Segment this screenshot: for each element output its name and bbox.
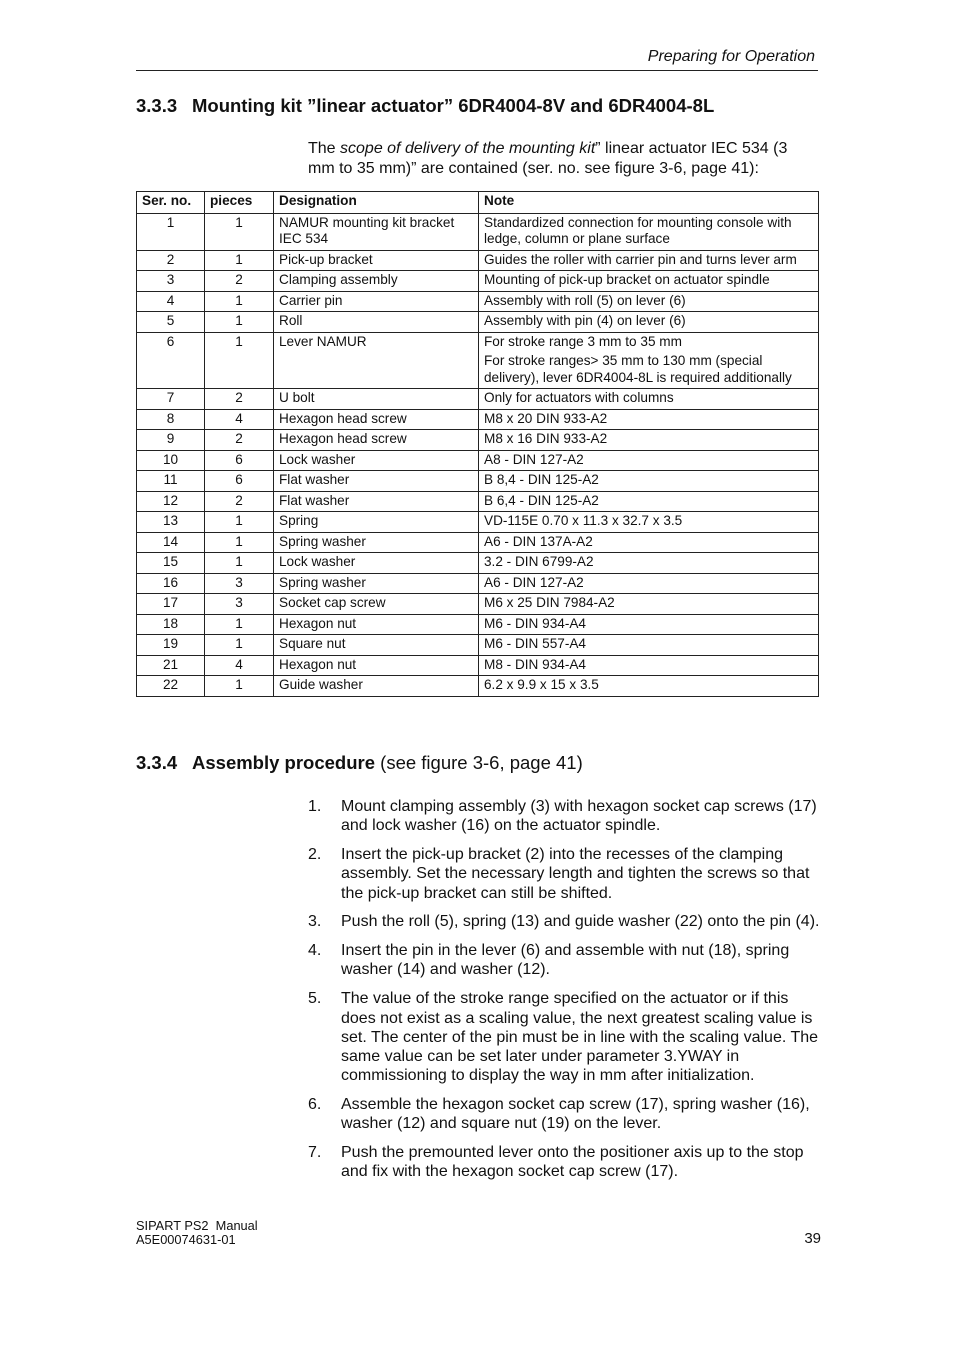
cell-designation: Lock washer <box>274 553 479 574</box>
cell-ser-no: 9 <box>137 430 205 451</box>
cell-note <box>479 450 819 471</box>
step-number: 1. <box>308 798 322 815</box>
cell-pieces: 1 <box>205 614 274 635</box>
note-text: 6.2 x 9.9 x 15 x 3.5 <box>484 677 599 692</box>
cell-ser-no: 17 <box>137 594 205 615</box>
cell-designation: Square nut <box>274 635 479 656</box>
table-row <box>137 312 819 333</box>
table-row <box>137 471 819 492</box>
col-header-designation: Designation <box>274 192 479 214</box>
cell-designation: Spring washer <box>274 573 479 594</box>
note-text: Mounting of pick-up bracket on actuator spindle <box>484 272 770 287</box>
list-item <box>308 989 820 1085</box>
cell-ser-no: 3 <box>137 271 205 292</box>
step-number: 2. <box>308 846 322 864</box>
table-row <box>137 532 819 553</box>
footer-manual-title: SIPART PS2 Manual <box>136 1218 258 1233</box>
cell-ser-no: 13 <box>137 512 205 533</box>
cell-note <box>479 676 819 697</box>
note-text: A6 - DIN 127-A2 <box>484 574 584 590</box>
note-text: 3.2 - DIN 6799-A2 <box>484 554 594 569</box>
section-number: 3.3.4 <box>136 752 178 773</box>
note-text-extra: For stroke ranges> 35 mm to 130 mm (special delivery), lever 6DR4004-8L is required additionally <box>484 353 792 385</box>
table-row <box>137 573 819 594</box>
cell-ser-no: 7 <box>137 389 205 410</box>
cell-ser-no: 18 <box>137 614 205 635</box>
assembly-steps-list <box>308 797 820 1191</box>
note-text: B 6,4 - DIN 125-A2 <box>484 492 599 508</box>
cell-ser-no: 1 <box>137 213 205 250</box>
step-number: 5. <box>308 990 322 1008</box>
note-text: Only for actuators with columns <box>484 390 674 405</box>
mounting-kit-table <box>136 191 819 697</box>
step-text: Insert the pin in the lever (6) and assemble with nut (18), spring washer (14) and washer (12). <box>341 942 790 979</box>
step-text: Push the roll (5), spring (13) and guide washer (22) onto the pin (4). <box>341 913 820 931</box>
step-number: 3. <box>308 913 322 931</box>
cell-designation: Hexagon nut <box>274 614 479 635</box>
table-row <box>137 450 819 471</box>
cell-pieces: 1 <box>205 250 274 271</box>
note-text: For stroke range 3 mm to 35 mm <box>484 333 682 349</box>
cell-pieces: 1 <box>205 676 274 697</box>
cell-ser-no: 5 <box>137 312 205 333</box>
table-row <box>137 614 819 635</box>
col-header-note: Note <box>479 192 819 214</box>
section-number: 3.3.3 <box>136 95 178 116</box>
intro-text-end: ” linear actuator IEC 534 (3 mm to 35 mm)” are contained (ser. no. see figure 3-6, page 41): <box>308 140 788 177</box>
cell-note <box>479 332 819 389</box>
cell-note <box>479 614 819 635</box>
section-title: Mounting kit ”linear actuator” 6DR4004-8V and 6DR4004-8L <box>192 95 715 116</box>
cell-note <box>479 512 819 533</box>
cell-ser-no: 2 <box>137 250 205 271</box>
cell-designation: Guide washer <box>274 676 479 697</box>
cell-pieces: 6 <box>205 471 274 492</box>
note-text: M8 x 16 DIN 933-A2 <box>484 431 608 446</box>
footer-document-code: A5E00074631-01 <box>136 1232 236 1247</box>
step-number: 4. <box>308 942 322 960</box>
cell-ser-no: 14 <box>137 532 205 553</box>
cell-ser-no: 19 <box>137 635 205 656</box>
cell-pieces: 3 <box>205 573 274 594</box>
table-row <box>137 512 819 533</box>
cell-designation: Clamping assembly <box>274 271 479 292</box>
section-title: Assembly procedure <box>192 752 376 773</box>
list-item <box>308 845 820 903</box>
cell-ser-no: 11 <box>137 471 205 492</box>
cell-pieces: 4 <box>205 655 274 676</box>
cell-ser-no: 6 <box>137 332 205 389</box>
list-item <box>308 1095 820 1133</box>
table-row <box>137 635 819 656</box>
note-text: M8 - DIN 934-A4 <box>484 656 586 672</box>
cell-pieces: 2 <box>205 430 274 451</box>
section-heading-3-3-3 <box>136 95 714 117</box>
cell-note <box>479 635 819 656</box>
cell-note <box>479 471 819 492</box>
cell-designation: Hexagon head screw <box>274 409 479 430</box>
cell-ser-no: 12 <box>137 491 205 512</box>
note-text: B 8,4 - DIN 125-A2 <box>484 472 599 487</box>
table-row <box>137 491 819 512</box>
cell-pieces: 2 <box>205 491 274 512</box>
note-text: M6 - DIN 934-A4 <box>484 615 586 631</box>
cell-note <box>479 594 819 615</box>
col-header-ser-no: Ser. no. <box>137 192 205 214</box>
cell-pieces: 1 <box>205 332 274 389</box>
note-text: A8 - DIN 127-A2 <box>484 451 584 467</box>
cell-note <box>479 213 819 250</box>
cell-pieces: 4 <box>205 409 274 430</box>
cell-designation: Socket cap screw <box>274 594 479 615</box>
cell-designation: Lock washer <box>274 450 479 471</box>
cell-ser-no: 16 <box>137 573 205 594</box>
note-text: Guides the roller with carrier pin and turns lever arm <box>484 251 797 267</box>
intro-text-italic: scope of delivery of the mounting kit <box>340 140 596 157</box>
note-text: Assembly with pin (4) on lever (6) <box>484 313 686 328</box>
table-row <box>137 655 819 676</box>
table-row <box>137 291 819 312</box>
list-item <box>308 941 820 979</box>
cell-designation: Flat washer <box>274 491 479 512</box>
step-text: Push the premounted lever onto the positioner axis up to the stop and fix with the hexagon socket cap screw (17). <box>341 1144 804 1181</box>
list-item <box>308 912 820 931</box>
cell-pieces: 1 <box>205 635 274 656</box>
step-text: Mount clamping assembly (3) with hexagon socket cap screws (17) and lock washer (16) on the actuator spindle. <box>341 798 817 835</box>
table-row <box>137 213 819 250</box>
cell-designation: Spring washer <box>274 532 479 553</box>
step-text: Insert the pick-up bracket (2) into the recesses of the clamping assembly. Set the necessary length and tighten the screws so that the pick-up bracket can still be shifted. <box>341 846 810 902</box>
cell-pieces: 2 <box>205 389 274 410</box>
running-header: Preparing for Operation <box>647 48 815 65</box>
list-item <box>308 1143 820 1181</box>
cell-pieces: 1 <box>205 553 274 574</box>
cell-designation: U bolt <box>274 389 479 410</box>
cell-pieces: 1 <box>205 312 274 333</box>
cell-designation: Pick-up bracket <box>274 250 479 271</box>
cell-note <box>479 250 819 271</box>
note-text: A6 - DIN 137A-A2 <box>484 533 593 549</box>
table-row <box>137 389 819 410</box>
step-number: 6. <box>308 1096 322 1114</box>
cell-note <box>479 573 819 594</box>
cell-designation: Hexagon nut <box>274 655 479 676</box>
step-text: The value of the stroke range specified on the actuator or if this does not exist as a scaling value, the next greatest scaling value is set. The center of the pin must be in line with the scaling value. The same value can be set later under parameter 3.YWAY in commissioning to display the way in mm after initialization. <box>341 990 819 1085</box>
cell-pieces: 1 <box>205 291 274 312</box>
cell-note <box>479 409 819 430</box>
cell-designation: Hexagon head screw <box>274 430 479 451</box>
cell-note <box>479 271 819 292</box>
table-row <box>137 430 819 451</box>
step-number: 7. <box>308 1144 322 1162</box>
cell-ser-no: 10 <box>137 450 205 471</box>
page-number: 39 <box>804 1230 821 1247</box>
table-row <box>137 332 819 389</box>
intro-paragraph <box>308 139 808 179</box>
table-row <box>137 676 819 697</box>
note-text: M6 x 25 DIN 7984-A2 <box>484 595 615 610</box>
cell-ser-no: 8 <box>137 409 205 430</box>
header-rule <box>136 70 818 71</box>
table-row <box>137 250 819 271</box>
cell-note <box>479 491 819 512</box>
intro-text-start: The <box>308 140 341 157</box>
cell-ser-no: 4 <box>137 291 205 312</box>
table-row <box>137 271 819 292</box>
note-text: Standardized connection for mounting console with ledge, column or plane surface <box>484 214 792 246</box>
footer-manual-info <box>136 1219 258 1247</box>
cell-designation: Lever NAMUR <box>274 332 479 389</box>
section-heading-3-3-4 <box>136 752 583 774</box>
cell-designation: Flat washer <box>274 471 479 492</box>
cell-pieces: 1 <box>205 213 274 250</box>
table-header-row <box>137 192 819 214</box>
cell-note <box>479 553 819 574</box>
cell-designation: Spring <box>274 512 479 533</box>
cell-designation: Roll <box>274 312 479 333</box>
cell-note <box>479 532 819 553</box>
step-text: Assemble the hexagon socket cap screw (17), spring washer (16), washer (12) and square nut (19) on the lever. <box>341 1096 810 1133</box>
cell-note <box>479 655 819 676</box>
table-row <box>137 594 819 615</box>
note-text: Assembly with roll (5) on lever (6) <box>484 292 686 308</box>
cell-pieces: 2 <box>205 271 274 292</box>
note-text: VD-115E 0.70 x 11.3 x 32.7 x 3.5 <box>484 513 683 528</box>
table-row <box>137 553 819 574</box>
table-row <box>137 409 819 430</box>
cell-note <box>479 312 819 333</box>
list-item <box>308 797 820 835</box>
cell-ser-no: 21 <box>137 655 205 676</box>
note-text: M8 x 20 DIN 933-A2 <box>484 410 608 426</box>
cell-pieces: 1 <box>205 512 274 533</box>
cell-note <box>479 389 819 410</box>
section-reference: (see figure 3-6, page 41) <box>380 752 583 773</box>
cell-designation: NAMUR mounting kit bracket IEC 534 <box>274 213 479 250</box>
cell-ser-no: 22 <box>137 676 205 697</box>
col-header-pieces: pieces <box>205 192 274 214</box>
cell-pieces: 6 <box>205 450 274 471</box>
cell-pieces: 3 <box>205 594 274 615</box>
cell-note <box>479 291 819 312</box>
cell-note <box>479 430 819 451</box>
cell-pieces: 1 <box>205 532 274 553</box>
note-text: M6 - DIN 557-A4 <box>484 636 586 651</box>
cell-ser-no: 15 <box>137 553 205 574</box>
cell-designation: Carrier pin <box>274 291 479 312</box>
